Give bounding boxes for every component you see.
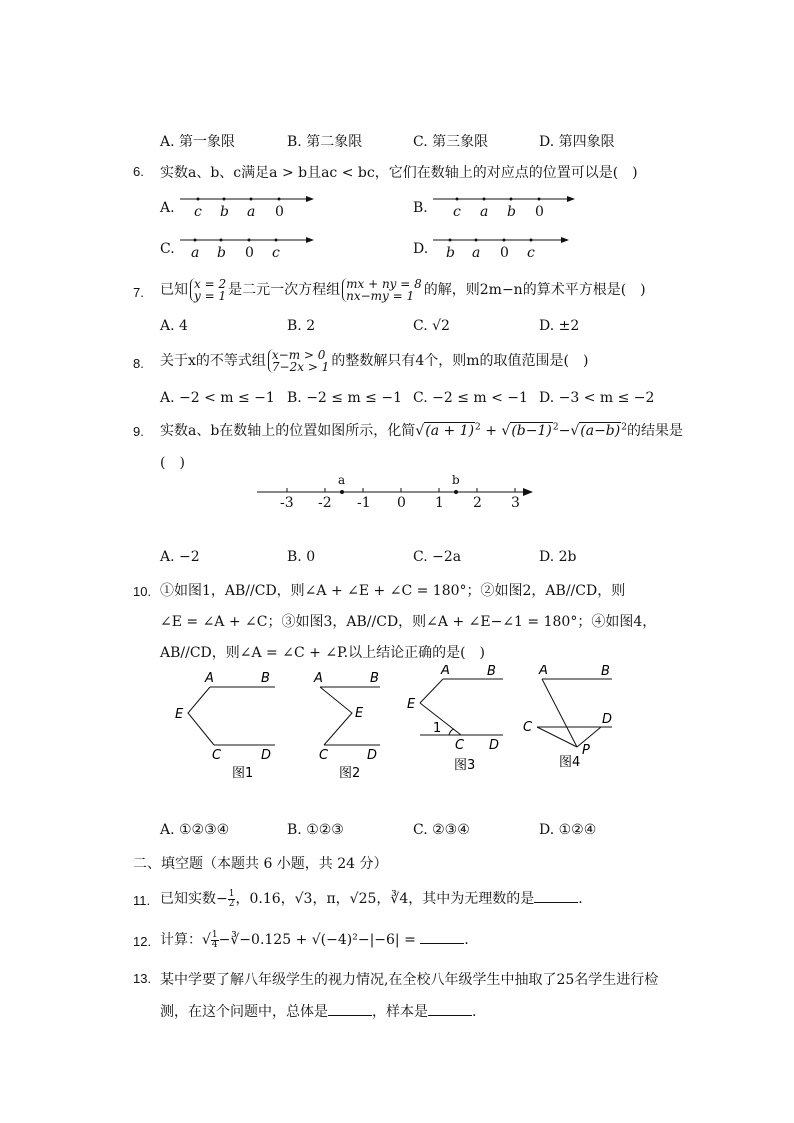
q9-option-c: C. −2a <box>413 549 462 565</box>
q10-line-1: ①如图1，AB//CD，则∠A + ∠E + ∠C = 180°；②如图2，AB//CD，则 <box>160 583 626 599</box>
q7-system-solution <box>190 278 226 302</box>
fig4-label-c: C <box>523 720 533 735</box>
q10-number: 10. <box>133 584 152 599</box>
q5-option-a: A. 第一象限 <box>160 134 236 150</box>
q9-radical-1: $√(a + 1)^2$ <box>415 422 481 439</box>
q11-stem <box>160 884 583 914</box>
q6b-point-3: b <box>507 204 516 220</box>
q6d-point-1: b <box>446 245 455 261</box>
q13-line-2a: 测，在这个问题中，总体是 <box>160 1004 328 1020</box>
q7-pre: 已知 <box>160 282 188 298</box>
q6d-point-3: 0 <box>500 245 509 261</box>
q6c-point-3: 0 <box>245 245 254 261</box>
q8-sys-line1: x−m > 0 <box>271 348 326 362</box>
q8-post: 的整数解只有4个，则m的取值范围是( ) <box>331 353 589 369</box>
q7-option-d: D. ±2 <box>539 318 580 334</box>
fig3-label-b: B <box>487 665 496 679</box>
q9-tick-6: 2 <box>473 495 482 511</box>
fig2-label-e: E <box>355 706 364 721</box>
q9-radical-3: $√(a-b)^2$ <box>570 422 627 439</box>
fig1-label-d: D <box>261 748 272 763</box>
q6b-point-1: c <box>453 204 461 220</box>
q13-answer-blank-1[interactable] <box>328 1003 372 1016</box>
fig3-caption: 图3 <box>454 758 476 773</box>
fig3-label-a: A <box>441 665 450 678</box>
q13-line-1: 某中学要了解八年级学生的视力情况,在全校八年级学生中抽取了25名学生进行检 <box>160 972 659 988</box>
q6-stem: 实数a、b、c满足a > b且ac < bc，它们在数轴上的对应点的位置可以是( ) <box>160 165 638 181</box>
q11-list: ，0.16，√3，π，√25，∛4，其中为无理数的是 <box>235 891 535 907</box>
q8-sys-line2: 7−2x > 1 <box>271 360 330 374</box>
q9-radical-2: $√(b-1)^2$ <box>501 422 559 439</box>
q7-stem <box>160 272 646 308</box>
q11-frac-num: 1 <box>228 888 235 899</box>
q13-line-2b: ，样本是 <box>372 1004 428 1020</box>
q9-tick-4: 0 <box>397 495 406 511</box>
figure-1 <box>175 671 275 781</box>
q12-fraction <box>211 931 219 950</box>
figure-3 <box>407 665 503 773</box>
q7-sys1-line1: x = 2 <box>194 277 227 291</box>
q9-pre: 实数a、b在数轴上的位置如图所示，化简 <box>160 423 416 439</box>
q6c-point-2: b <box>217 245 226 261</box>
q5-option-d: D. 第四象限 <box>539 134 615 150</box>
q6a-point-1: c <box>194 204 202 220</box>
q9-point-a: a <box>338 473 346 487</box>
fig4-label-d: D <box>602 712 613 727</box>
q8-option-b: B. −2 ≤ m ≤ −1 <box>287 390 403 406</box>
q11-answer-blank[interactable] <box>534 890 578 903</box>
q6-number: 6. <box>133 164 144 179</box>
q9-radicand-2: (b−1) <box>511 423 552 439</box>
fig4-caption: 图4 <box>559 755 581 770</box>
q6b-point-2: a <box>480 204 489 220</box>
fig2-caption: 图2 <box>339 766 361 781</box>
q6-option-a-label: A. <box>160 200 175 216</box>
q5-option-c: C. 第三象限 <box>413 134 489 150</box>
q12-number: 12. <box>133 934 152 949</box>
q7-post: 的解，则2m−n的算术平方根是( ) <box>423 282 646 298</box>
q8-option-a: A. −2 < m ≤ −1 <box>160 390 275 406</box>
q10-option-a: A. ①②③④ <box>160 822 230 838</box>
fig2-label-b: B <box>370 671 379 686</box>
q13-end: . <box>472 1004 477 1020</box>
q6-option-c-label: C. <box>160 241 175 257</box>
q6a-point-4: 0 <box>275 204 284 220</box>
q8-pre: 关于x的不等式组 <box>160 353 266 369</box>
fig3-label-1: 1 <box>433 721 442 736</box>
fig1-label-c: C <box>212 748 222 763</box>
q7-system-equations <box>342 278 422 302</box>
q5-option-b: B. 第二象限 <box>287 134 363 150</box>
q7-option-b: B. 2 <box>287 318 316 334</box>
q12-end: . <box>464 932 469 948</box>
q8-option-d: D. −3 < m ≤ −2 <box>539 390 655 406</box>
q11-number: 11. <box>133 893 151 908</box>
q12-expression: −∛−0.125 + √(−4)²−|−6| = <box>218 932 416 948</box>
fig2-label-a: A <box>314 671 323 686</box>
q6b-point-4: 0 <box>535 204 544 220</box>
fig1-label-a: A <box>205 671 214 686</box>
q7-option-c: C. √2 <box>413 318 450 334</box>
q10-option-b: B. ①②③ <box>287 822 344 838</box>
q10-line-2: ∠E = ∠A + ∠C；③如图3，AB//CD，则∠A + ∠E−∠1 = 180°；④如图4， <box>160 614 657 630</box>
q7-number: 7. <box>133 285 144 300</box>
q9-radicand-1: (a + 1) <box>425 423 475 439</box>
q9-paren: ( ) <box>160 455 185 471</box>
fig2-label-d: D <box>367 748 378 763</box>
q9-radicand-3: (a−b) <box>580 423 621 439</box>
fig1-label-b: B <box>261 671 270 686</box>
q10-option-d: D. ①②④ <box>539 822 597 838</box>
q7-sys1-line2: y = 1 <box>194 289 227 303</box>
q9-tick-7: 3 <box>511 495 520 511</box>
fig4-label-a: A <box>539 665 548 678</box>
q12-stem: 计算：√ $\frac{1}{4}$ −∛−0.125 + √(−4)²−|−6| = . <box>160 929 469 950</box>
q7-mid: 是二元一次方程组 <box>228 282 341 298</box>
q13-number: 13. <box>133 971 152 986</box>
q11-frac-den: 2 <box>228 898 235 909</box>
q6a-point-3: a <box>247 204 256 220</box>
q10-line-3: AB//CD，则∠A = ∠C + ∠P.以上结论正确的是( ) <box>160 645 486 661</box>
figure-2 <box>313 671 380 781</box>
q12-answer-blank[interactable] <box>420 931 464 944</box>
q7-option-a: A. 4 <box>160 318 188 334</box>
q6a-point-2: b <box>220 204 229 220</box>
q9-option-d: D. 2b <box>539 549 577 565</box>
q8-option-c: C. −2 ≤ m < −1 <box>413 390 528 406</box>
q6c-point-4: c <box>272 245 280 261</box>
fig3-label-e: E <box>407 697 416 712</box>
q10-option-c: C. ②③④ <box>413 822 470 838</box>
fig4-label-b: B <box>601 665 610 679</box>
fig1-caption: 图1 <box>232 766 254 781</box>
q12-frac-den: 4 <box>211 939 218 950</box>
q9-number: 9. <box>133 424 144 439</box>
q6-option-d-label: D. <box>413 241 429 257</box>
fig3-label-c: C <box>455 738 465 753</box>
fig4-label-p: P <box>582 743 590 758</box>
section-2-heading: 二、填空题（本题共 6 小题，共 24 分） <box>133 856 388 872</box>
fig1-label-e: E <box>175 707 184 722</box>
q9-option-b: B. 0 <box>287 549 316 565</box>
q12-pre: 计算： <box>160 932 202 948</box>
q10-figures <box>165 665 635 785</box>
q13-line-2 <box>160 1001 476 1021</box>
q6-option-b-label: B. <box>413 200 428 216</box>
q8-stem <box>160 343 588 379</box>
q9-number-line <box>255 475 540 515</box>
q7-sys2-line1: mx + ny = 8 <box>346 277 422 291</box>
q9-tick-3: -1 <box>357 495 371 511</box>
q6d-point-4: c <box>527 245 535 261</box>
q6d-point-2: a <box>472 245 481 261</box>
q9-stem: 实数a、b在数轴上的位置如图所示，化简$√(a + 1)^2 + √(b-1)^2-√(a-b)^2$的结果是 <box>160 422 683 439</box>
q11-end: . <box>578 891 583 907</box>
q9-tick-2: -2 <box>318 495 332 511</box>
q13-answer-blank-2[interactable] <box>428 1003 472 1016</box>
q7-sys2-line2: nx−my = 1 <box>346 289 415 303</box>
q8-number: 8. <box>133 356 144 371</box>
fig3-label-d: D <box>489 738 500 753</box>
q12-frac-num: 1 <box>211 929 218 940</box>
q9-post: 的结果是 <box>626 423 683 439</box>
q11-pre: 已知实数− <box>160 891 228 907</box>
q8-inequality-system <box>268 349 329 373</box>
figure-4 <box>523 665 612 770</box>
q9-tick-1: -3 <box>280 495 294 511</box>
fig2-label-c: C <box>319 748 329 763</box>
q9-point-b: b <box>452 473 460 487</box>
q9-tick-5: 1 <box>435 495 444 511</box>
q6c-point-1: a <box>191 245 200 261</box>
q9-option-a: A. −2 <box>160 549 200 565</box>
